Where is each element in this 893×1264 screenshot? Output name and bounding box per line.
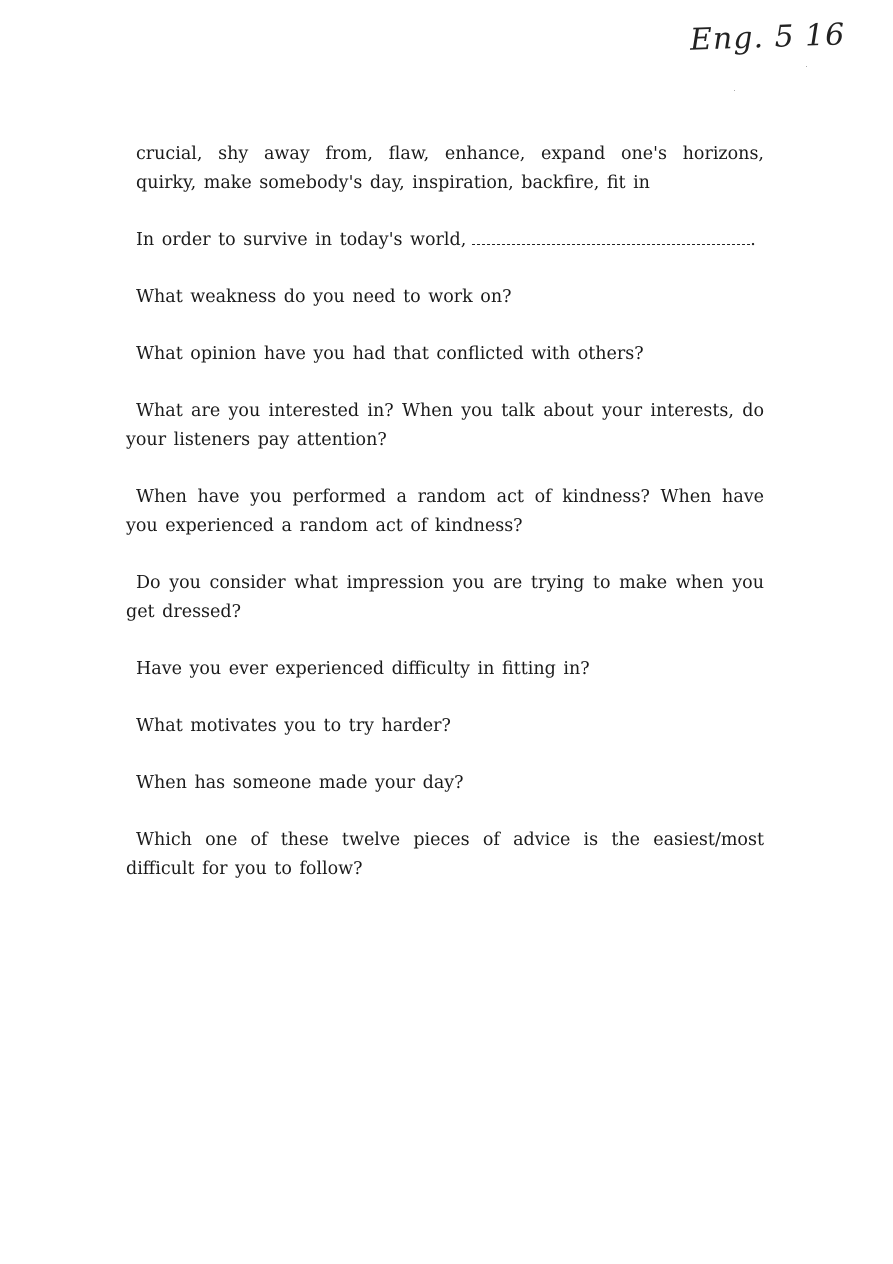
worksheet-content	[126, 140, 764, 912]
question-5	[126, 569, 764, 627]
question-text: Have you ever experienced difficulty in fitting in?	[136, 659, 590, 679]
question-text: When has someone made your day?	[136, 773, 464, 793]
answer-blank-line[interactable]	[472, 230, 750, 245]
question-1	[126, 283, 764, 312]
fill-in-prompt: In order to survive in today's world,	[136, 230, 467, 250]
question-3	[126, 397, 764, 455]
question-7	[126, 712, 764, 741]
question-text: Do you consider what impression you are trying to make when you get dressed?	[126, 573, 764, 622]
vocabulary-text: crucial, shy away from, flaw, enhance, expand one's horizons, quirky, make somebody's day, inspiration, backfire, fit in	[136, 144, 764, 193]
scan-speck	[734, 90, 735, 91]
question-text: When have you performed a random act of kindness? When have you experienced a random act of kindness?	[126, 487, 764, 536]
scan-speck	[806, 66, 807, 67]
question-4	[126, 483, 764, 541]
fill-in-sentence	[126, 226, 764, 255]
handwritten-page-note: Eng. 5 16	[689, 17, 846, 58]
question-text: What are you interested in? When you talk about your interests, do your listeners pay attention?	[126, 401, 764, 450]
question-9	[126, 826, 764, 884]
question-text: What motivates you to try harder?	[136, 716, 451, 736]
question-6	[126, 655, 764, 684]
fill-in-period: .	[750, 230, 756, 250]
question-text: What opinion have you had that conflicted with others?	[136, 344, 644, 364]
question-2	[126, 340, 764, 369]
vocabulary-list	[126, 140, 764, 198]
question-8	[126, 769, 764, 798]
question-text: What weakness do you need to work on?	[136, 287, 512, 307]
question-text: Which one of these twelve pieces of advice is the easiest/most difficult for you to follow?	[126, 830, 764, 879]
